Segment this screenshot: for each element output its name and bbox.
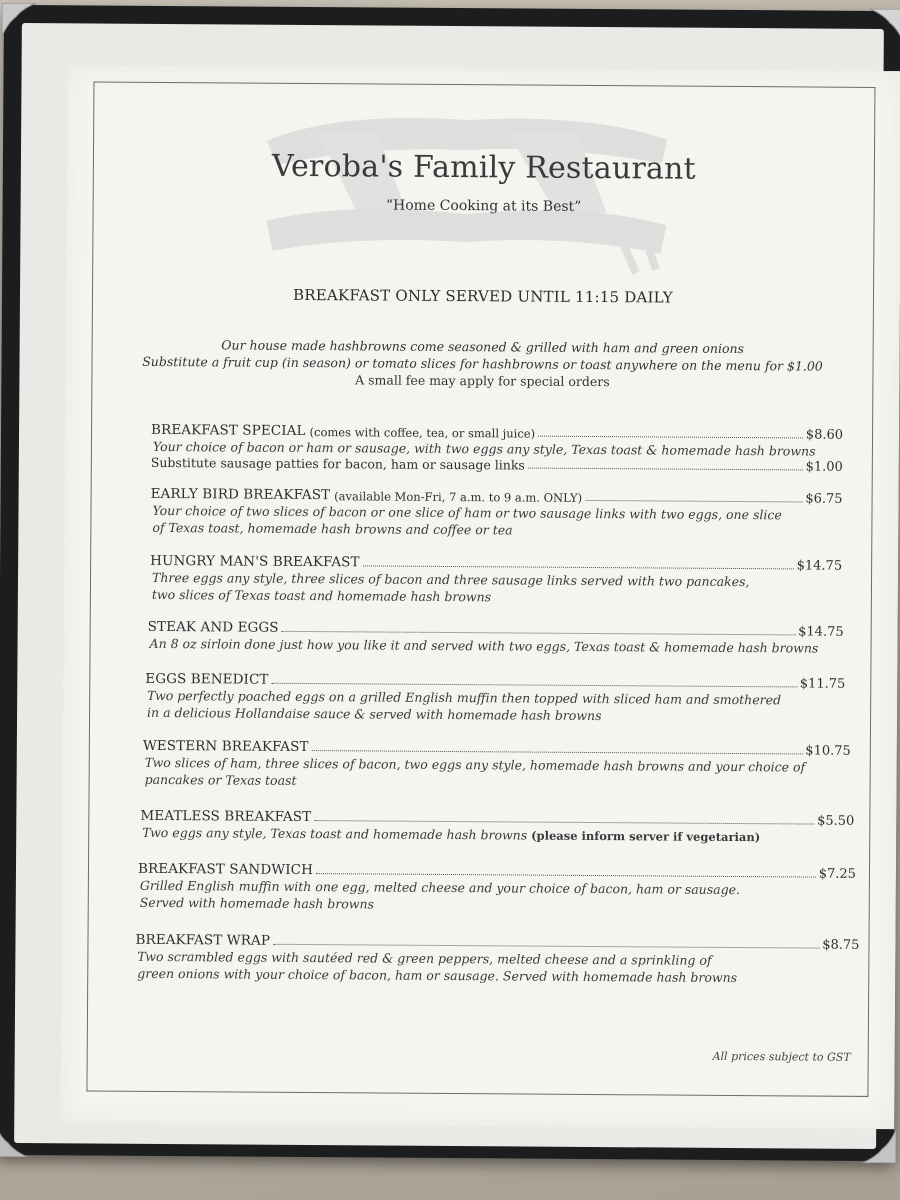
menu-item-eggs-benedict <box>145 671 845 726</box>
item-description: Two scrambled eggs with sautéed red & green peppers, melted cheese and a sprinkling of <box>137 948 712 968</box>
intro-line: A small fee may apply for special orders <box>355 372 610 390</box>
menu-item-meatless-breakfast <box>140 808 854 847</box>
leader-dots <box>363 565 794 569</box>
leader-dots <box>273 944 819 949</box>
menu-cover <box>0 5 900 1161</box>
item-name: WESTERN BREAKFAST <box>142 737 309 756</box>
item-name: MEATLESS BREAKFAST <box>140 807 312 826</box>
leader-dots <box>314 820 814 824</box>
item-description: Served with homemade hash browns <box>139 894 375 912</box>
item-price: $8.75 <box>822 937 860 953</box>
menu-item-breakfast-sandwich <box>138 861 856 916</box>
item-name: BREAKFAST WRAP <box>135 931 271 949</box>
plastic-sleeve <box>14 23 884 1149</box>
item-description-text: Two eggs any style, Texas toast and homemade hash browns <box>142 824 528 843</box>
leader-dots <box>271 683 796 688</box>
item-name: EARLY BIRD BREAKFAST <box>150 485 331 504</box>
item-name: BREAKFAST SANDWICH <box>137 860 314 879</box>
item-description: Your choice of bacon or ham or sausage, with two eggs any style, Texas toast & homemade hash browns <box>152 438 816 459</box>
menu-item-hungry-mans-breakfast <box>150 553 842 608</box>
item-name: EGGS BENEDICT <box>145 670 269 688</box>
menu-item-steak-and-eggs <box>148 619 844 657</box>
item-description: in a delicious Hollandaise sauce & served with homemade hash browns <box>147 704 602 724</box>
item-price: $7.25 <box>818 866 857 882</box>
item-name: STEAK AND EGGS <box>147 618 279 636</box>
menu-item-breakfast-special <box>151 422 843 475</box>
item-description: Grilled English muffin with one egg, melted cheese and your choice of bacon, ham or sausage. <box>139 877 741 898</box>
item-price: $14.75 <box>798 624 844 640</box>
leader-dots <box>316 873 816 877</box>
breakfast-hours-notice: BREAKFAST ONLY SERVED UNTIL 11:15 DAILY <box>293 285 673 307</box>
item-price: $14.75 <box>796 558 843 574</box>
intro-line: Our house made hashbrowns come seasoned & grilled with ham and green onions <box>221 337 745 357</box>
leader-dots <box>528 468 803 471</box>
item-description: pancakes or Texas toast <box>144 771 297 788</box>
item-description: Your choice of two slices of bacon or one slice of ham or two sausage links with two eggs, one slice <box>152 502 782 523</box>
item-description: An 8 oz sirloin done just how you like it and served with two eggs, Texas toast & homemade hash browns <box>149 635 819 656</box>
menu-item-western-breakfast <box>143 738 851 793</box>
menu-item-early-bird-breakfast <box>150 486 842 541</box>
item-price: $11.75 <box>799 676 846 692</box>
item-substitution: Substitute sausage patties for bacon, ham or sausage links <box>150 454 525 473</box>
leader-dots <box>538 436 803 439</box>
item-name: HUNGRY MAN'S BREAKFAST <box>150 552 360 571</box>
item-name: BREAKFAST SPECIAL <box>151 421 306 439</box>
leader-dots <box>312 750 803 754</box>
item-description: Three eggs any style, three slices of bacon and three sausage links served with two pancakes, <box>151 569 750 590</box>
item-price: $5.50 <box>817 813 855 829</box>
utensils-logo-icon <box>256 101 677 284</box>
substitution-price: $1.00 <box>805 459 843 475</box>
item-description: of Texas toast, homemade hash browns and coffee or tea <box>152 519 513 538</box>
restaurant-title: Veroba's Family Restaurant <box>271 148 696 187</box>
item-price: $8.60 <box>805 427 844 443</box>
item-price: $6.75 <box>805 491 843 507</box>
menu-item-breakfast-wrap <box>135 932 859 987</box>
item-price: $10.75 <box>805 743 851 759</box>
leader-dots <box>282 631 796 636</box>
item-description: two slices of Texas toast and homemade hash browns <box>151 586 492 605</box>
item-description: Two slices of ham, three slices of bacon, two eggs any style, homemade hash browns and your choice of <box>144 754 806 775</box>
intro-line: Substitute a fruit cup (in season) or tomato slices for hashbrowns or toast anywhere on the menu for $1.00 <box>142 353 823 374</box>
tagline: “Home Cooking at its Best” <box>385 197 582 215</box>
intro-notes <box>95 336 869 392</box>
item-description: green onions with your choice of bacon, ham or sausage. Served with homemade hash browns <box>137 965 738 986</box>
gst-footnote: All prices subject to GST <box>712 1049 851 1064</box>
item-note: (comes with coffee, tea, or small juice) <box>309 425 536 441</box>
vegetarian-note: (please inform server if vegetarian) <box>531 828 761 845</box>
item-note: (available Mon-Fri, 7 a.m. to 9 a.m. ONLY) <box>334 489 583 505</box>
menu-page <box>60 65 900 1129</box>
leader-dots <box>585 500 802 503</box>
item-description: Two perfectly poached eggs on a grilled English muffin then topped with sliced ham and smothered <box>147 687 782 708</box>
